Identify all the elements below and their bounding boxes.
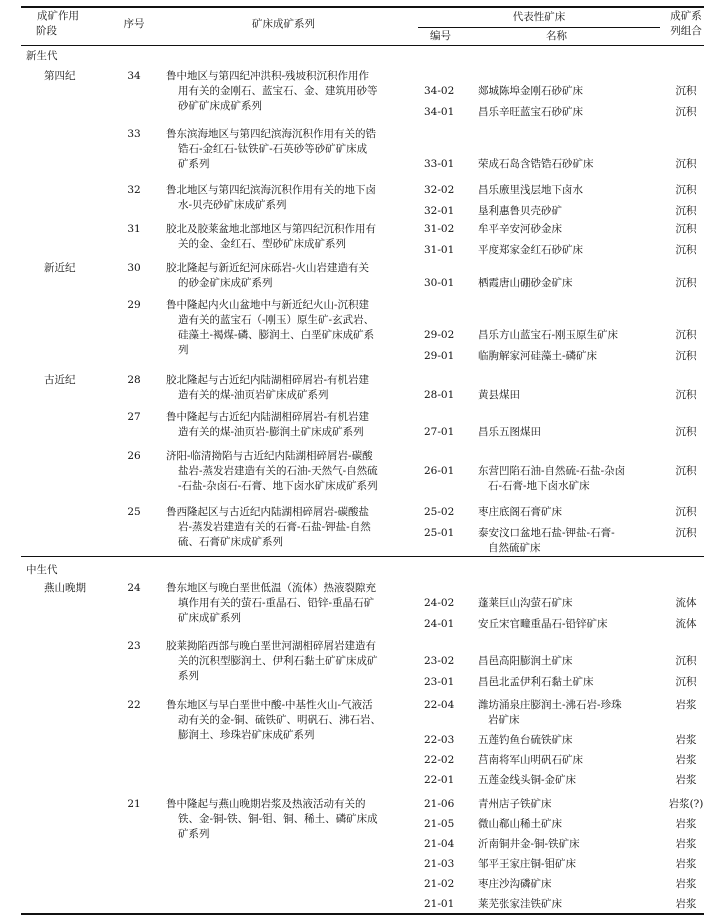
series-description-line: 盐岩-蒸发岩建造有关的石油-天然气-自然硫 — [178, 465, 378, 477]
deposit-combo: 流体 — [675, 597, 697, 609]
deposit-name-line: 自然硫矿床 — [488, 542, 541, 554]
series-description-line: 鲁北地区与第四纪滨海沉积作用有关的地下卤 — [166, 184, 376, 196]
era-label: 中生代 — [26, 564, 58, 576]
deposit-name — [478, 596, 664, 611]
deposit-name-line: 泰安汶口盆地石盐-钾盐-石膏- — [478, 527, 615, 539]
deposit-name — [478, 675, 664, 690]
deposit-combo: 沉积 — [675, 350, 697, 362]
series-description-line: 硅藻土-褐煤-磷、膨润土、白垩矿床成矿系 — [178, 329, 375, 341]
deposit-combo: 沉积 — [675, 106, 697, 118]
deposit-code: 21-05 — [424, 818, 455, 830]
series-description-line: 胶北隆起与古近纪内陆湖相碎屑岩-有机岩建 — [166, 374, 370, 386]
series-description-line: 列 — [178, 344, 189, 356]
deposit-name-line: 垦利惠鲁贝壳砂矿 — [478, 205, 562, 217]
deposit-code: 22-03 — [424, 734, 455, 746]
series-description-line: 鲁中隆起与燕山晚期岩浆及热液活动有关的 — [166, 798, 366, 810]
series-description-line: 鲁中地区与第四纪冲洪积-残坡积沉积作用作 — [166, 70, 370, 82]
series-description-line: 关的金、金红石、型砂矿床成矿系列 — [178, 238, 346, 250]
deposit-combo: 沉积 — [675, 244, 697, 256]
deposit-name — [478, 464, 664, 494]
series-number: 28 — [127, 374, 141, 386]
series-number: 32 — [127, 184, 141, 196]
deposit-combo: 沉积 — [675, 426, 697, 438]
deposit-name — [478, 857, 664, 872]
deposit-name-line: 沂南铜井金-铜-铁矿床 — [478, 838, 580, 850]
deposit-code: 29-02 — [424, 329, 455, 341]
deposit-name-line: 昌乐方山蓝宝石-刚玉原生矿床 — [478, 329, 619, 341]
header-stage-line2: 阶段 — [36, 25, 57, 37]
deposit-name — [478, 897, 664, 912]
series-description-line: 鲁东地区与早白垩世中酸-中基性火山-气液活 — [166, 699, 373, 711]
series-number: 24 — [127, 582, 141, 594]
deposit-combo: 沉积 — [675, 184, 697, 196]
deposit-combo: 沉积 — [675, 655, 697, 667]
deposit-name-line: 郯城陈埠金刚石砂矿床 — [478, 85, 583, 97]
deposit-combo: 沉积 — [675, 676, 697, 688]
series-description — [166, 261, 401, 291]
series-description-line: 砂矿矿床成矿系列 — [178, 100, 262, 112]
deposit-combo: 岩浆 — [675, 754, 697, 766]
series-description-line: -石盐-杂卤石-石膏、地下卤水矿床成矿系列 — [178, 480, 378, 492]
series-description-line: 矿系列 — [178, 158, 210, 170]
series-description — [166, 373, 401, 403]
deposit-name — [478, 84, 664, 99]
deposit-combo: 岩浆 — [675, 838, 697, 850]
deposit-name-line: 牟平辛安河砂金床 — [478, 223, 562, 235]
deposit-name-line: 安丘宋官疃重晶石-铅锌矿床 — [478, 618, 608, 630]
header-code: 编号 — [430, 30, 451, 42]
deposit-name-line: 潍坊涌泉庄膨润土-沸石岩-珍珠 — [478, 699, 622, 711]
series-number: 23 — [127, 640, 141, 652]
series-description-line: 膨润土、珍珠岩矿床成矿系列 — [178, 729, 315, 741]
series-description-line: 岩-蒸发岩建造有关的石膏-石盐-钾盐-自然 — [178, 521, 371, 533]
series-description-line: 鲁中隆起内火山盆地中与新近纪火山-沉积建 — [166, 299, 370, 311]
deposit-code: 21-04 — [424, 838, 455, 850]
deposit-combo: 流体 — [675, 618, 697, 630]
deposit-name — [478, 183, 664, 198]
deposit-code: 22-02 — [424, 754, 455, 766]
deposit-code: 21-01 — [424, 898, 455, 910]
series-description — [166, 298, 401, 358]
deposit-name — [478, 222, 664, 237]
deposit-name — [478, 877, 664, 892]
deposit-name — [478, 526, 664, 556]
series-number: 21 — [127, 798, 141, 810]
deposit-code: 23-02 — [424, 655, 455, 667]
deposit-combo: 岩浆(?) — [668, 798, 704, 810]
series-description-line: 胶莱拗陷西部与晚白垩世河湖相碎屑岩建造有 — [166, 640, 376, 652]
deposit-code: 27-01 — [424, 426, 455, 438]
series-description-line: 用有关的金刚石、蓝宝石、金、建筑用砂等 — [178, 85, 378, 97]
series-description-line: 胶北隆起与新近纪河床砾岩-火山岩建造有关 — [166, 262, 370, 274]
deposit-name-line: 蓬莱巨山沟萤石矿床 — [478, 597, 573, 609]
deposit-code: 31-01 — [424, 244, 455, 256]
deposit-code: 25-02 — [424, 506, 455, 518]
deposit-code: 24-02 — [424, 597, 455, 609]
deposit-name-line: 荣成石岛含锆锆石砂矿床 — [478, 158, 594, 170]
deposit-code: 32-01 — [424, 205, 455, 217]
series-number: 31 — [127, 223, 141, 235]
deposit-code: 24-01 — [424, 618, 455, 630]
deposit-name — [478, 505, 664, 520]
series-description — [166, 222, 401, 252]
header-combo-line2: 列组合 — [670, 25, 702, 37]
series-description — [166, 797, 401, 842]
header-combo-line1: 成矿系 — [670, 10, 702, 22]
series-description-line: 铁、金-铜-铁、铜-钼、铜、稀土、磷矿床成 — [178, 813, 378, 825]
deposit-name-line: 五莲金线头铜-金矿床 — [478, 774, 577, 786]
deposit-code: 28-01 — [424, 389, 455, 401]
series-description-line: 鲁中隆起与古近纪内陆湖相碎屑岩-有机岩建 — [166, 411, 370, 423]
period-label: 古近纪 — [44, 374, 76, 386]
deposit-name — [478, 617, 664, 632]
deposit-code: 34-01 — [424, 106, 455, 118]
deposit-code: 34-02 — [424, 85, 455, 97]
series-description-line: 关的沉积型膨润土、伊利石黏土矿矿床成矿 — [178, 655, 378, 667]
header-representative-deposit: 代表性矿床 — [512, 11, 566, 23]
deposit-name — [478, 204, 664, 219]
deposit-name — [478, 733, 664, 748]
period-label: 新近纪 — [44, 262, 76, 274]
deposit-name-line: 枣庄沙沟磷矿床 — [478, 878, 552, 890]
series-description-line: 矿系列 — [178, 828, 210, 840]
series-number: 29 — [127, 299, 141, 311]
deposit-combo: 沉积 — [675, 389, 697, 401]
series-description-line: 济阳-临清拗陷与古近纪内陆湖相碎屑岩-碳酸 — [166, 450, 373, 462]
deposit-name-line: 枣庄底阁石膏矿床 — [478, 506, 562, 518]
deposit-name-line: 平度郑家金红石砂矿床 — [478, 244, 583, 256]
deposit-name-line: 莒南将军山明矾石矿床 — [478, 754, 583, 766]
series-number: 22 — [127, 699, 141, 711]
deposit-name — [478, 388, 664, 403]
series-description-line: 造有关的蓝宝石（-刚玉）原生矿-玄武岩、 — [178, 314, 375, 326]
period-label: 第四纪 — [44, 70, 76, 82]
deposit-combo: 岩浆 — [675, 858, 697, 870]
series-description-line: 锆石-金红石-钛铁矿-石英砂等砂矿矿床成 — [178, 143, 368, 155]
deposit-combo: 岩浆 — [675, 774, 697, 786]
deposit-name-line: 栖霞唐山硼砂金矿床 — [478, 277, 573, 289]
deposit-code: 22-01 — [424, 774, 455, 786]
period-label: 燕山晚期 — [44, 582, 86, 594]
series-description — [166, 698, 401, 743]
deposit-name — [478, 157, 664, 172]
series-description-line: 鲁西隆起区与古近纪内陆湖相碎屑岩-碳酸盐 — [166, 506, 370, 518]
header-serial: 序号 — [123, 18, 145, 30]
deposit-combo: 岩浆 — [675, 878, 697, 890]
deposit-code: 32-02 — [424, 184, 455, 196]
deposit-name-line: 昌乐辛旺蓝宝石砂矿床 — [478, 106, 583, 118]
series-description — [166, 410, 401, 440]
series-description-line: 硫、石膏矿床成矿系列 — [178, 536, 283, 548]
deposit-combo: 沉积 — [675, 205, 697, 217]
series-description-line: 造有关的煤-油页岩矿床成矿系列 — [178, 389, 329, 401]
deposit-combo: 沉积 — [675, 465, 697, 477]
series-number: 30 — [127, 262, 141, 274]
series-number: 33 — [127, 128, 141, 140]
deposit-name — [478, 698, 664, 728]
deposit-combo: 沉积 — [675, 85, 697, 97]
deposit-code: 21-06 — [424, 798, 455, 810]
series-number: 27 — [127, 411, 141, 423]
deposit-code: 29-01 — [424, 350, 455, 362]
series-description — [166, 183, 401, 213]
deposit-combo: 沉积 — [675, 506, 697, 518]
deposit-name — [478, 425, 664, 440]
deposit-name-line: 昌乐廒里浅层地下卤水 — [478, 184, 583, 196]
deposit-code: 25-01 — [424, 527, 455, 539]
header-name: 名称 — [546, 30, 567, 42]
deposit-name-line: 五莲钓鱼台硫铁矿床 — [478, 734, 573, 746]
deposit-combo: 沉积 — [675, 158, 697, 170]
deposit-name-line: 石-石膏-地下卤水矿床 — [488, 480, 590, 492]
deposit-name — [478, 105, 664, 120]
series-description — [166, 581, 401, 626]
deposit-combo: 岩浆 — [675, 898, 697, 910]
deposit-combo: 岩浆 — [675, 699, 697, 711]
deposit-code: 22-04 — [424, 699, 455, 711]
series-description-line: 填作用有关的萤石-重晶石、铅锌-重晶石矿 — [178, 597, 375, 609]
deposit-combo: 沉积 — [675, 527, 697, 539]
deposit-name-line: 昌乐五图煤田 — [478, 426, 541, 438]
deposit-combo: 沉积 — [675, 329, 697, 341]
deposit-name — [478, 243, 664, 258]
deposit-name-line: 临朐解家河硅藻土-磷矿床 — [478, 350, 598, 362]
deposit-name — [478, 773, 664, 788]
series-description — [166, 69, 401, 114]
series-description-line: 系列 — [178, 670, 199, 682]
deposit-name — [478, 276, 664, 291]
deposit-code: 21-02 — [424, 878, 455, 890]
series-description-line: 造有关的煤-油页岩-膨润土矿床成矿系列 — [178, 426, 364, 438]
deposit-name — [478, 797, 664, 812]
deposit-name — [478, 328, 664, 343]
series-number: 25 — [127, 506, 141, 518]
deposit-combo: 岩浆 — [675, 734, 697, 746]
series-description-line: 鲁东地区与晚白垩世低温（流体）热液裂隙充 — [166, 582, 376, 594]
deposit-name-line: 昌邑北孟伊利石黏土矿床 — [478, 676, 594, 688]
series-description-line: 矿床成矿系列 — [178, 612, 241, 624]
series-number: 26 — [127, 450, 141, 462]
deposit-code: 21-03 — [424, 858, 455, 870]
deposit-combo: 沉积 — [675, 277, 697, 289]
deposit-combo: 岩浆 — [675, 818, 697, 830]
series-description-line: 鲁东滨海地区与第四纪滨海沉积作用有关的锆 — [166, 128, 376, 140]
deposit-name — [478, 753, 664, 768]
deposit-name-line: 东营凹陷石油-自然硫-石盐-杂卤 — [478, 465, 626, 477]
deposit-name-line: 青州店子铁矿床 — [478, 798, 552, 810]
deposit-code: 30-01 — [424, 277, 455, 289]
header-stage-line1: 成矿作用 — [37, 10, 79, 22]
deposit-combo: 沉积 — [675, 223, 697, 235]
series-description — [166, 127, 401, 172]
deposit-name-line: 昌邑高阳膨润土矿床 — [478, 655, 573, 667]
deposit-name-line: 微山郗山稀土矿床 — [478, 818, 562, 830]
deposit-name-line: 黄县煤田 — [478, 389, 520, 401]
series-description-line: 动有关的金-铜、硫铁矿、明矾石、沸石岩、 — [178, 714, 382, 726]
deposit-name — [478, 349, 664, 364]
deposit-name-line: 莱芜张家洼铁矿床 — [478, 898, 562, 910]
deposit-name — [478, 654, 664, 669]
deposit-code: 33-01 — [424, 158, 455, 170]
deposit-code: 26-01 — [424, 465, 455, 477]
deposit-code: 31-02 — [424, 223, 455, 235]
series-description-line: 水-贝壳砂矿床成矿系列 — [178, 199, 287, 211]
era-label: 新生代 — [26, 50, 58, 62]
series-description — [166, 639, 401, 684]
deposit-name-line: 邹平王家庄铜-钼矿床 — [478, 858, 577, 870]
series-number: 34 — [127, 70, 141, 82]
deposit-name — [478, 837, 664, 852]
series-description-line: 的砂金矿床成矿系列 — [178, 277, 273, 289]
series-description-line: 胶北及胶莱盆地北部地区与第四纪沉积作用有 — [166, 223, 376, 235]
series-description — [166, 505, 401, 550]
deposit-name-line: 岩矿床 — [488, 714, 520, 726]
deposit-code: 23-01 — [424, 676, 455, 688]
header-system: 矿床成矿系列 — [252, 18, 315, 30]
deposit-name — [478, 817, 664, 832]
series-description — [166, 449, 401, 494]
